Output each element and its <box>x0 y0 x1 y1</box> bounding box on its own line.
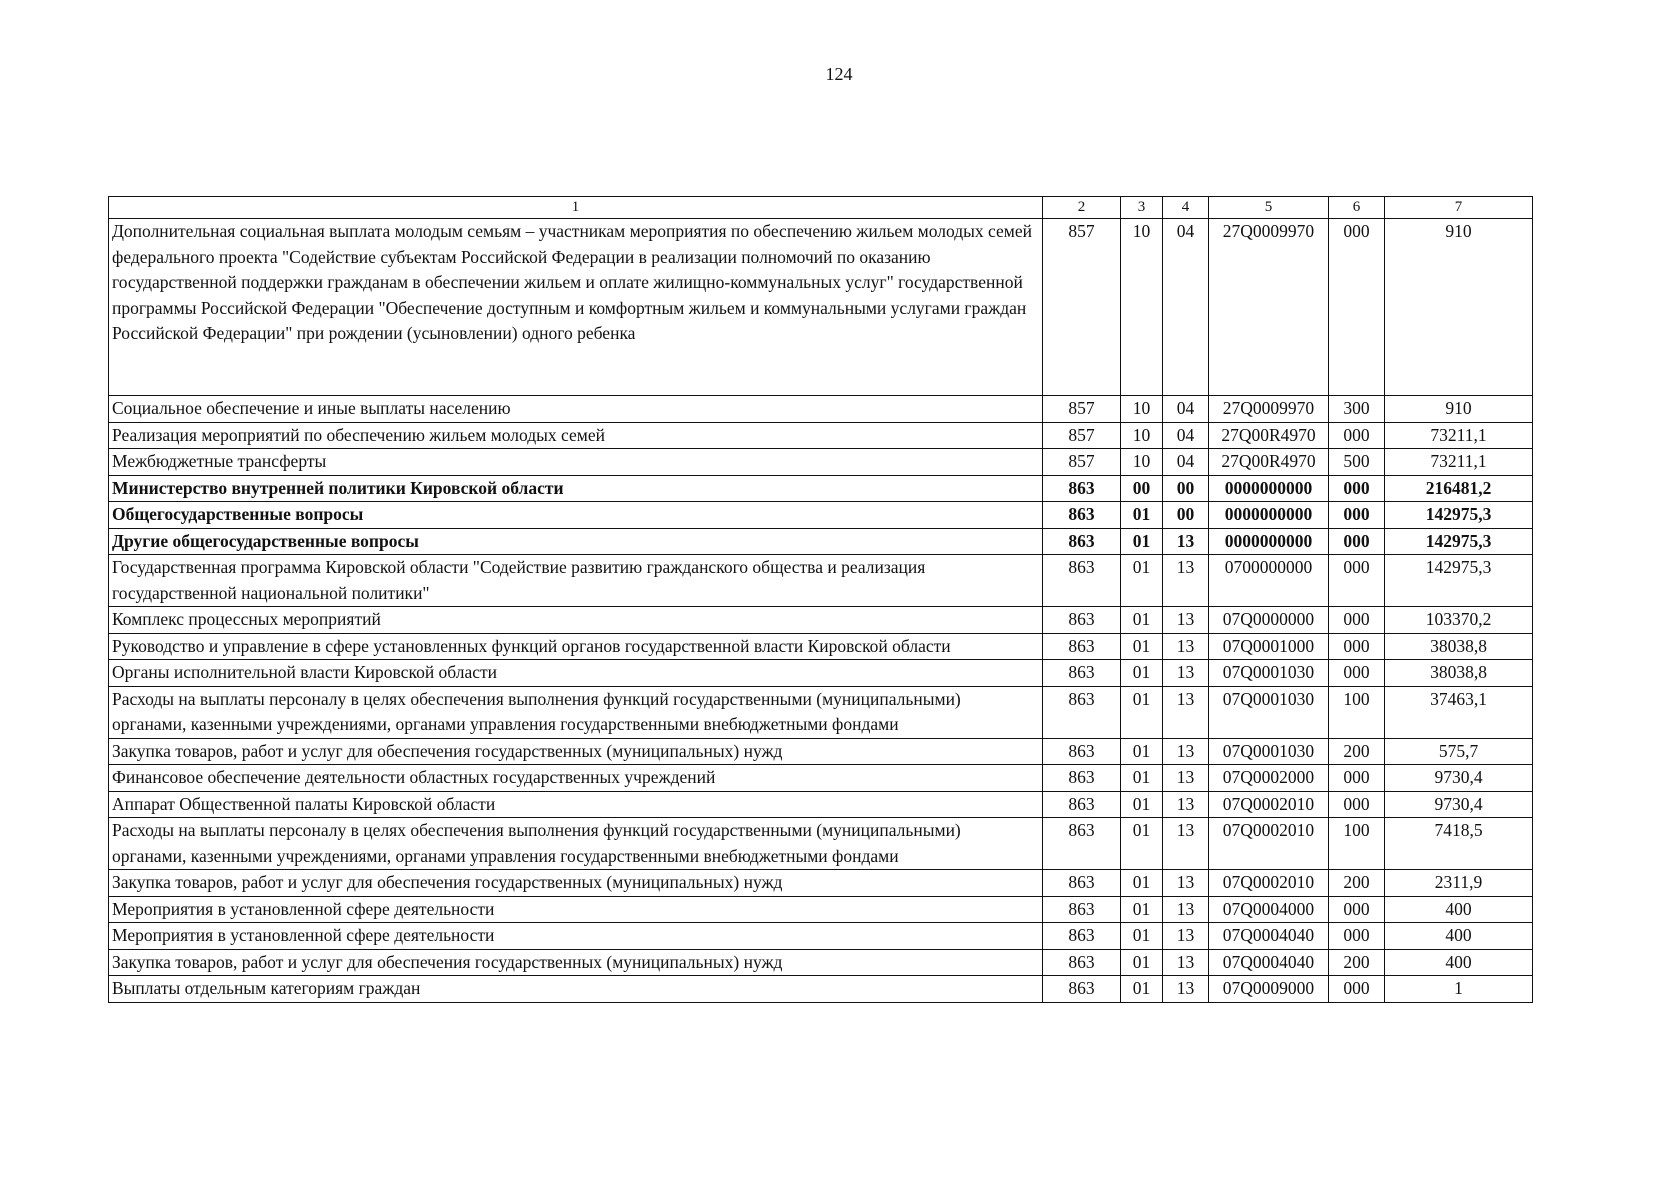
table-row <box>109 502 1533 529</box>
row-name-cell: Дополнительная социальная выплата молодым семьям – участникам мероприятия по обеспечению жильем молодых семей федерального проекта "Содействие субъектам Российской Федерации в реализации полномочий по оказанию государственной поддержки гражданам в обеспечении жильем и оплате жилищно-коммунальных услуг" государственной программы Российской Федерации "Обеспечение доступным и комфортным жильем и коммунальными услугами граждан Российской Федерации" при рождении (усыновлении) одного ребенка <box>109 219 1043 396</box>
expense-type-cell: 000 <box>1329 528 1385 555</box>
amount-cell: 9730,4 <box>1385 765 1533 792</box>
table-header-row <box>109 197 1533 219</box>
amount-cell: 910 <box>1385 219 1533 396</box>
table-row <box>109 555 1533 607</box>
row-name-cell: Выплаты отдельным категориям граждан <box>109 976 1043 1003</box>
section-code-cell: 01 <box>1121 765 1163 792</box>
budget-table <box>108 196 1533 1003</box>
ministry-code-cell: 863 <box>1043 738 1121 765</box>
ministry-code-cell: 863 <box>1043 949 1121 976</box>
row-name-cell: Другие общегосударственные вопросы <box>109 528 1043 555</box>
amount-cell: 216481,2 <box>1385 475 1533 502</box>
ministry-code-cell: 863 <box>1043 555 1121 607</box>
amount-cell: 400 <box>1385 923 1533 950</box>
target-article-cell: 0000000000 <box>1209 528 1329 555</box>
section-code-cell: 10 <box>1121 449 1163 476</box>
section-code-cell: 01 <box>1121 660 1163 687</box>
subsection-code-cell: 13 <box>1163 949 1209 976</box>
header-col-3: 3 <box>1121 197 1163 219</box>
table-row <box>109 896 1533 923</box>
subsection-code-cell: 13 <box>1163 896 1209 923</box>
amount-cell: 38038,8 <box>1385 660 1533 687</box>
header-col-7: 7 <box>1385 197 1533 219</box>
ministry-code-cell: 863 <box>1043 976 1121 1003</box>
target-article-cell: 0000000000 <box>1209 475 1329 502</box>
section-code-cell: 01 <box>1121 923 1163 950</box>
expense-type-cell: 000 <box>1329 976 1385 1003</box>
amount-cell: 37463,1 <box>1385 686 1533 738</box>
section-code-cell: 01 <box>1121 896 1163 923</box>
expense-type-cell: 000 <box>1329 765 1385 792</box>
amount-cell: 73211,1 <box>1385 422 1533 449</box>
target-article-cell: 07Q0002010 <box>1209 818 1329 870</box>
subsection-code-cell: 13 <box>1163 818 1209 870</box>
row-name-cell: Руководство и управление в сфере установленных функций органов государственной власти Кировской области <box>109 633 1043 660</box>
table-row <box>109 791 1533 818</box>
target-article-cell: 27Q0009970 <box>1209 219 1329 396</box>
expense-type-cell: 200 <box>1329 870 1385 897</box>
table-row <box>109 422 1533 449</box>
target-article-cell: 27Q00R4970 <box>1209 422 1329 449</box>
section-code-cell: 01 <box>1121 686 1163 738</box>
table-row <box>109 219 1533 396</box>
ministry-code-cell: 863 <box>1043 475 1121 502</box>
ministry-code-cell: 863 <box>1043 818 1121 870</box>
target-article-cell: 07Q0002010 <box>1209 791 1329 818</box>
subsection-code-cell: 04 <box>1163 422 1209 449</box>
amount-cell: 142975,3 <box>1385 555 1533 607</box>
expense-type-cell: 500 <box>1329 449 1385 476</box>
section-code-cell: 01 <box>1121 528 1163 555</box>
ministry-code-cell: 863 <box>1043 633 1121 660</box>
row-name-cell: Государственная программа Кировской области "Содействие развитию гражданского общества и реализация государственной национальной политики" <box>109 555 1043 607</box>
expense-type-cell: 000 <box>1329 791 1385 818</box>
row-name-cell: Комплекс процессных мероприятий <box>109 607 1043 634</box>
row-name-cell: Закупка товаров, работ и услуг для обеспечения государственных (муниципальных) нужд <box>109 870 1043 897</box>
amount-cell: 142975,3 <box>1385 528 1533 555</box>
expense-type-cell: 100 <box>1329 818 1385 870</box>
subsection-code-cell: 04 <box>1163 396 1209 423</box>
target-article-cell: 07Q0001030 <box>1209 686 1329 738</box>
target-article-cell: 07Q0002000 <box>1209 765 1329 792</box>
target-article-cell: 07Q0001030 <box>1209 738 1329 765</box>
header-col-5: 5 <box>1209 197 1329 219</box>
row-name-cell: Общегосударственные вопросы <box>109 502 1043 529</box>
table-row <box>109 660 1533 687</box>
amount-cell: 7418,5 <box>1385 818 1533 870</box>
subsection-code-cell: 13 <box>1163 791 1209 818</box>
target-article-cell: 27Q0009970 <box>1209 396 1329 423</box>
expense-type-cell: 000 <box>1329 422 1385 449</box>
table-row <box>109 923 1533 950</box>
amount-cell: 9730,4 <box>1385 791 1533 818</box>
row-name-cell: Реализация мероприятий по обеспечению жильем молодых семей <box>109 422 1043 449</box>
table-row <box>109 396 1533 423</box>
section-code-cell: 01 <box>1121 502 1163 529</box>
subsection-code-cell: 13 <box>1163 923 1209 950</box>
amount-cell: 910 <box>1385 396 1533 423</box>
header-col-4: 4 <box>1163 197 1209 219</box>
section-code-cell: 01 <box>1121 738 1163 765</box>
subsection-code-cell: 04 <box>1163 219 1209 396</box>
section-code-cell: 00 <box>1121 475 1163 502</box>
expense-type-cell: 000 <box>1329 555 1385 607</box>
table-row <box>109 607 1533 634</box>
amount-cell: 38038,8 <box>1385 633 1533 660</box>
target-article-cell: 07Q0000000 <box>1209 607 1329 634</box>
ministry-code-cell: 863 <box>1043 896 1121 923</box>
section-code-cell: 10 <box>1121 219 1163 396</box>
target-article-cell: 07Q0004040 <box>1209 949 1329 976</box>
row-name-cell: Расходы на выплаты персоналу в целях обеспечения выполнения функций государственными (муниципальными) органами, казенными учреждениями, органами управления государственными внебюджетными фондами <box>109 818 1043 870</box>
row-name-cell: Расходы на выплаты персоналу в целях обеспечения выполнения функций государственными (муниципальными) органами, казенными учреждениями, органами управления государственными внебюджетными фондами <box>109 686 1043 738</box>
subsection-code-cell: 04 <box>1163 449 1209 476</box>
table-body <box>109 197 1533 1003</box>
header-col-6: 6 <box>1329 197 1385 219</box>
ministry-code-cell: 863 <box>1043 502 1121 529</box>
table-row <box>109 633 1533 660</box>
row-name-cell: Аппарат Общественной палаты Кировской области <box>109 791 1043 818</box>
section-code-cell: 10 <box>1121 422 1163 449</box>
amount-cell: 1 <box>1385 976 1533 1003</box>
table-row <box>109 528 1533 555</box>
expense-type-cell: 200 <box>1329 949 1385 976</box>
ministry-code-cell: 863 <box>1043 765 1121 792</box>
row-name-cell: Закупка товаров, работ и услуг для обеспечения государственных (муниципальных) нужд <box>109 949 1043 976</box>
header-col-2: 2 <box>1043 197 1121 219</box>
ministry-code-cell: 863 <box>1043 791 1121 818</box>
row-name-cell: Мероприятия в установленной сфере деятельности <box>109 923 1043 950</box>
expense-type-cell: 000 <box>1329 502 1385 529</box>
target-article-cell: 07Q0004000 <box>1209 896 1329 923</box>
ministry-code-cell: 857 <box>1043 449 1121 476</box>
table-row <box>109 818 1533 870</box>
ministry-code-cell: 863 <box>1043 923 1121 950</box>
target-article-cell: 07Q0001030 <box>1209 660 1329 687</box>
table-row <box>109 738 1533 765</box>
expense-type-cell: 000 <box>1329 923 1385 950</box>
expense-type-cell: 000 <box>1329 607 1385 634</box>
page-number: 124 <box>825 64 853 84</box>
subsection-code-cell: 13 <box>1163 528 1209 555</box>
ministry-code-cell: 863 <box>1043 870 1121 897</box>
row-name-cell: Органы исполнительной власти Кировской области <box>109 660 1043 687</box>
expense-type-cell: 000 <box>1329 896 1385 923</box>
ministry-code-cell: 863 <box>1043 528 1121 555</box>
section-code-cell: 01 <box>1121 607 1163 634</box>
subsection-code-cell: 00 <box>1163 475 1209 502</box>
subsection-code-cell: 13 <box>1163 686 1209 738</box>
subsection-code-cell: 13 <box>1163 738 1209 765</box>
table-row <box>109 475 1533 502</box>
target-article-cell: 07Q0002010 <box>1209 870 1329 897</box>
row-name-cell: Социальное обеспечение и иные выплаты населению <box>109 396 1043 423</box>
subsection-code-cell: 00 <box>1163 502 1209 529</box>
ministry-code-cell: 857 <box>1043 396 1121 423</box>
section-code-cell: 01 <box>1121 976 1163 1003</box>
ministry-code-cell: 857 <box>1043 219 1121 396</box>
table-row <box>109 870 1533 897</box>
subsection-code-cell: 13 <box>1163 607 1209 634</box>
subsection-code-cell: 13 <box>1163 765 1209 792</box>
section-code-cell: 01 <box>1121 870 1163 897</box>
ministry-code-cell: 863 <box>1043 660 1121 687</box>
section-code-cell: 01 <box>1121 633 1163 660</box>
amount-cell: 400 <box>1385 949 1533 976</box>
amount-cell: 73211,1 <box>1385 449 1533 476</box>
expense-type-cell: 100 <box>1329 686 1385 738</box>
section-code-cell: 01 <box>1121 949 1163 976</box>
expense-type-cell: 000 <box>1329 219 1385 396</box>
subsection-code-cell: 13 <box>1163 870 1209 897</box>
amount-cell: 400 <box>1385 896 1533 923</box>
section-code-cell: 01 <box>1121 818 1163 870</box>
ministry-code-cell: 863 <box>1043 607 1121 634</box>
table-row <box>109 686 1533 738</box>
section-code-cell: 10 <box>1121 396 1163 423</box>
table-row <box>109 949 1533 976</box>
row-name-cell: Закупка товаров, работ и услуг для обеспечения государственных (муниципальных) нужд <box>109 738 1043 765</box>
subsection-code-cell: 13 <box>1163 555 1209 607</box>
expense-type-cell: 000 <box>1329 475 1385 502</box>
amount-cell: 103370,2 <box>1385 607 1533 634</box>
expense-type-cell: 000 <box>1329 660 1385 687</box>
expense-type-cell: 000 <box>1329 633 1385 660</box>
amount-cell: 142975,3 <box>1385 502 1533 529</box>
target-article-cell: 07Q0009000 <box>1209 976 1329 1003</box>
ministry-code-cell: 857 <box>1043 422 1121 449</box>
target-article-cell: 07Q0001000 <box>1209 633 1329 660</box>
target-article-cell: 0000000000 <box>1209 502 1329 529</box>
row-name-cell: Межбюджетные трансферты <box>109 449 1043 476</box>
subsection-code-cell: 13 <box>1163 660 1209 687</box>
subsection-code-cell: 13 <box>1163 633 1209 660</box>
row-name-cell: Министерство внутренней политики Кировской области <box>109 475 1043 502</box>
table-row <box>109 765 1533 792</box>
table-row <box>109 976 1533 1003</box>
amount-cell: 575,7 <box>1385 738 1533 765</box>
section-code-cell: 01 <box>1121 791 1163 818</box>
amount-cell: 2311,9 <box>1385 870 1533 897</box>
target-article-cell: 27Q00R4970 <box>1209 449 1329 476</box>
ministry-code-cell: 863 <box>1043 686 1121 738</box>
target-article-cell: 07Q0004040 <box>1209 923 1329 950</box>
expense-type-cell: 300 <box>1329 396 1385 423</box>
header-col-1: 1 <box>109 197 1043 219</box>
expense-type-cell: 200 <box>1329 738 1385 765</box>
section-code-cell: 01 <box>1121 555 1163 607</box>
table-row <box>109 449 1533 476</box>
target-article-cell: 0700000000 <box>1209 555 1329 607</box>
subsection-code-cell: 13 <box>1163 976 1209 1003</box>
row-name-cell: Мероприятия в установленной сфере деятельности <box>109 896 1043 923</box>
row-name-cell: Финансовое обеспечение деятельности областных государственных учреждений <box>109 765 1043 792</box>
